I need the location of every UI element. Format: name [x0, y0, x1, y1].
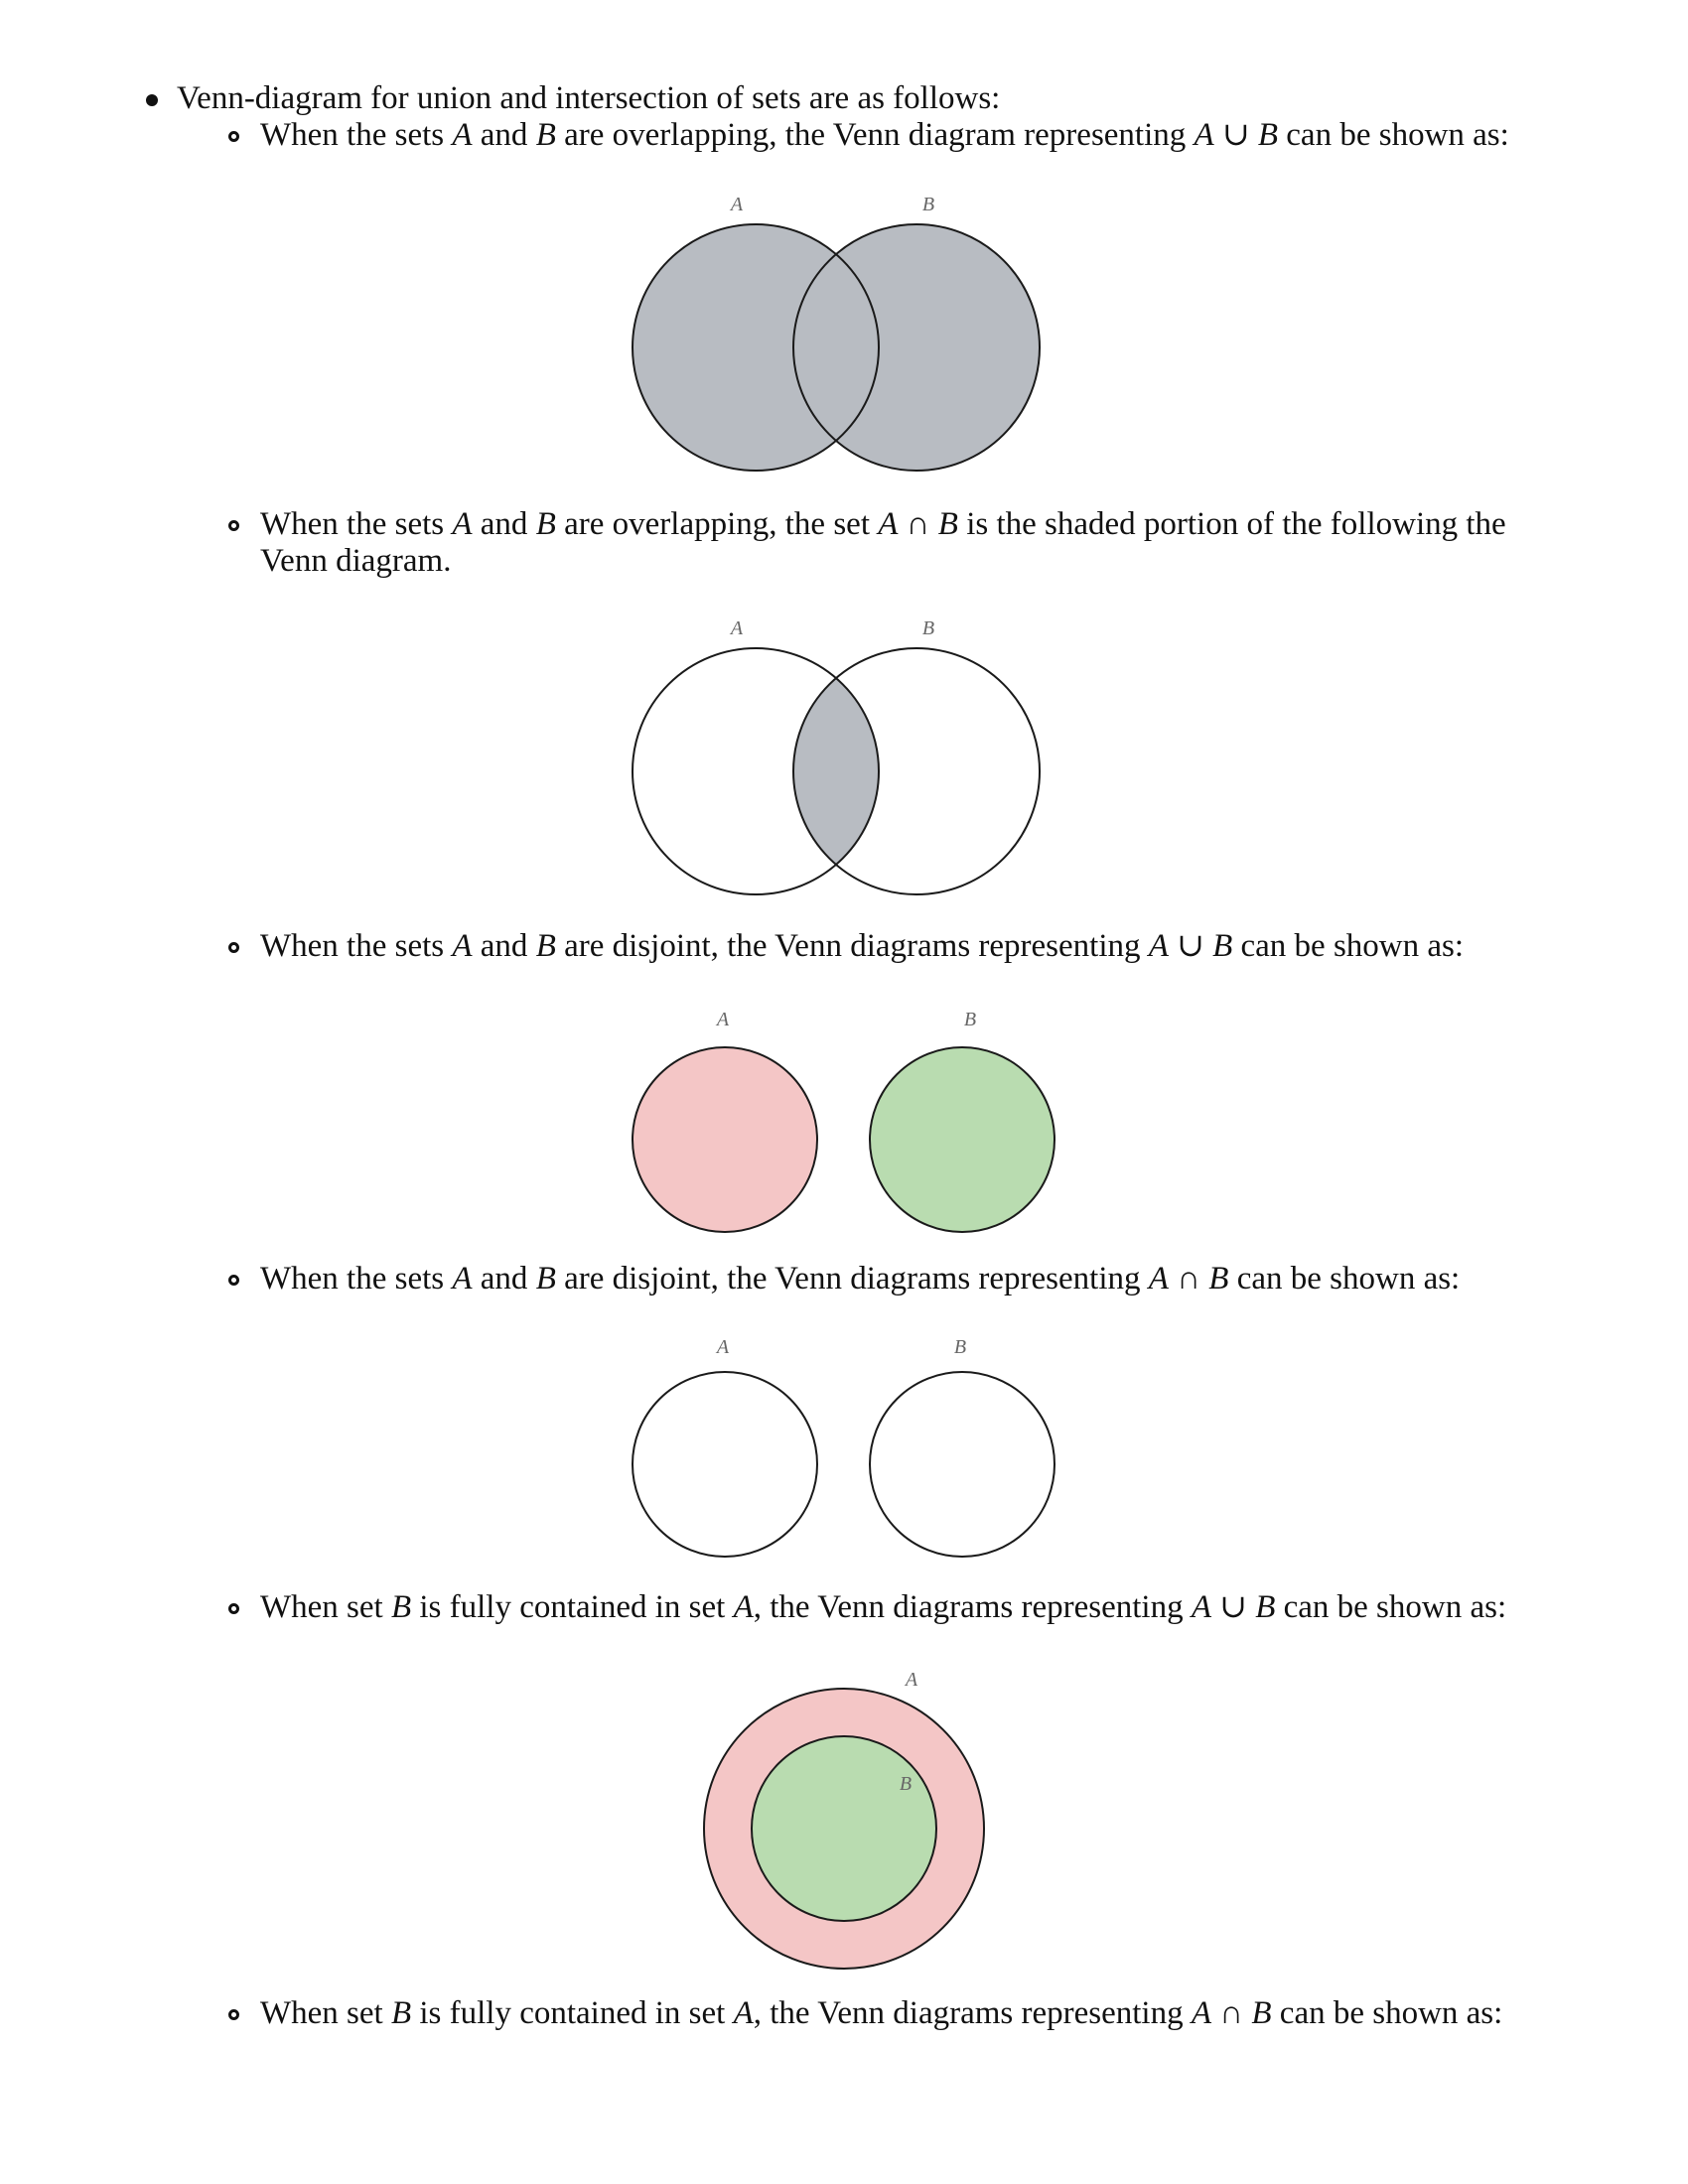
label-b: B [921, 194, 935, 215]
label-b: B [921, 617, 935, 639]
set-symbol: B [1208, 1261, 1229, 1297]
sub-bullet [228, 1603, 239, 1614]
text-run: and [472, 506, 536, 542]
text-run: can be shown as: [1275, 1589, 1507, 1625]
text-run: are disjoint, the Venn diagrams representing [555, 928, 1149, 964]
item-overlap-intersection-line2: Venn diagram. [260, 543, 452, 579]
label-b: B [899, 1773, 913, 1795]
text-run: can be shown as: [1228, 1261, 1461, 1297]
operator: ∪ [1168, 928, 1213, 964]
circle-b [752, 1736, 936, 1921]
intro-text: Venn-diagram for union and intersection of sets are as follows: [177, 80, 1001, 116]
label-a: A [716, 1009, 730, 1030]
set-symbol: A [452, 1261, 473, 1297]
set-symbol: B [1212, 928, 1233, 964]
set-symbol: B [937, 506, 958, 542]
set-symbol: B [535, 928, 556, 964]
sub-bullet [228, 520, 239, 531]
text-run: When the sets [260, 117, 453, 153]
text-run: When the sets [260, 1261, 453, 1297]
label-b: B [953, 1336, 967, 1358]
venn-overlap-intersection [626, 608, 1053, 905]
set-symbol: A [733, 1995, 754, 2031]
set-symbol: A [1191, 1995, 1212, 2031]
item-subset-union [260, 1588, 1506, 1626]
text-run: can be shown as: [1232, 928, 1465, 964]
set-symbol: A [1148, 928, 1169, 964]
set-symbol: A [452, 506, 473, 542]
text-run: is fully contained in set [411, 1589, 734, 1625]
text-run: are overlapping, the Venn diagram representing [555, 117, 1195, 153]
set-symbol: B [535, 117, 556, 153]
operator: ∩ [1211, 1995, 1252, 2031]
text-run: and [472, 928, 536, 964]
set-symbol: A [452, 928, 473, 964]
set-symbol: A [1191, 1589, 1212, 1625]
text-run: can be shown as: [1271, 1995, 1503, 2031]
venn-disjoint-intersection [616, 1325, 1072, 1569]
circle-b [870, 1047, 1055, 1232]
text-run: are overlapping, the set [555, 506, 879, 542]
text-run: and [472, 1261, 536, 1297]
item-overlap-union [260, 116, 1509, 154]
circle-a [633, 1372, 817, 1557]
set-symbol: B [535, 1261, 556, 1297]
circle-b [870, 1372, 1055, 1557]
text-run: can be shown as: [1278, 117, 1509, 153]
set-symbol: A [1148, 1261, 1169, 1297]
text-run: When set [260, 1995, 391, 2031]
set-symbol: B [390, 1589, 412, 1625]
venn-disjoint-union [616, 998, 1072, 1241]
item-disjoint-intersection [260, 1260, 1460, 1297]
item-overlap-intersection [260, 505, 1506, 543]
bullet-dot [146, 94, 158, 106]
operator: ∪ [1213, 117, 1258, 153]
text-run: is fully contained in set [411, 1995, 734, 2031]
circle-a [633, 1047, 817, 1232]
circle-b [793, 224, 1040, 471]
item-disjoint-union [260, 927, 1464, 965]
set-symbol: B [390, 1995, 412, 2031]
sub-bullet [228, 2009, 239, 2020]
set-symbol: B [1251, 1995, 1272, 2031]
intersection-region [793, 648, 1040, 894]
text-run: When the sets [260, 506, 453, 542]
set-symbol: A [733, 1589, 754, 1625]
venn-subset-union [695, 1660, 1013, 1978]
item-subset-intersection [260, 1994, 1502, 2032]
set-symbol: B [535, 506, 556, 542]
label-a: A [716, 1336, 730, 1358]
operator: ∪ [1211, 1589, 1256, 1625]
set-symbol: B [1255, 1589, 1276, 1625]
text-run: When set [260, 1589, 391, 1625]
sub-bullet [228, 131, 239, 142]
text-run: When the sets [260, 928, 453, 964]
set-symbol: B [1257, 117, 1279, 153]
label-a: A [730, 617, 744, 639]
set-symbol: A [452, 117, 473, 153]
set-symbol: A [1194, 117, 1214, 153]
text-run: is the shaded portion of the following the [957, 506, 1506, 542]
venn-overlap-union [626, 184, 1053, 481]
set-symbol: A [878, 506, 899, 542]
operator: ∩ [1168, 1261, 1209, 1297]
sub-bullet [228, 1275, 239, 1286]
operator: ∩ [898, 506, 938, 542]
label-a: A [905, 1669, 918, 1691]
text-run: , the Venn diagrams representing [753, 1589, 1192, 1625]
text-run: and [472, 117, 536, 153]
sub-bullet [228, 942, 239, 953]
label-a: A [730, 194, 744, 215]
text-run: , the Venn diagrams representing [753, 1995, 1192, 2031]
label-b: B [963, 1009, 977, 1030]
text-run: are disjoint, the Venn diagrams representing [555, 1261, 1149, 1297]
